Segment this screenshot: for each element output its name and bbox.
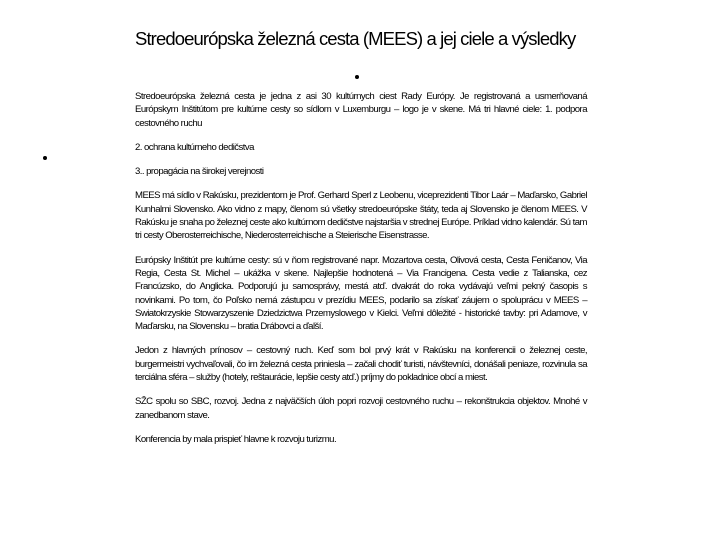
paragraph-goal-3: 3.. propagácia na širokej verejnosti [135,166,264,178]
bullet-dot [43,156,47,160]
bullet-dot [355,75,359,79]
paragraph-goal-2: 2. ochrana kultúrneho dedičstva [135,141,254,153]
paragraph-mees-seat: MEES má sídlo v Rakúsku, prezidentom je Prof. Gerhard Sperl z Leobenu, viceprezidenti Tibor Laár – Maďarsko, Gabriel Kunhalmi Slovensko. Ako vidno z mapy, členom sú všetky stredoeurópske štáty, teda aj Slovensko je členom MEES. V Rakúsku je snaha po železnej ceste ako kultúrnom dedičstve najstaršia v strednej Európe. Príklad vidno kalendár. Sú tam tri cesty Oberosterreichische, Niederosterreichische a Steierische Eisenstrasse. [135,190,587,242]
document-body [135,90,587,457]
paragraph-conference: Konferencia by mala prispieť hlavne k rozvoju turizmu. [135,433,337,445]
paragraph-szc-sbc: SŽC spolu so SBC, rozvoj. Jedna z najväčších úloh popri rozvoji cestovného ruchu – rekonštrukcia objektov. Mnohé v zanedbanom stave. [135,396,587,421]
page-title: Stredoeurópska železná cesta (MEES) a jej ciele a výsledky [135,28,576,49]
paragraph-institute: Európsky Inštitút pre kultúrne cesty: sú v ňom registrované napr. Mozartova cesta, Olivová cesta, Cesta Feničanov, Via Regia, Cesta St. Michel – ukážka v skene. Najlepšie hodnotená – Via Francigena. Cesta vedie z Talianska, cez Francúzsko, do Anglicka. Podporujú ju samosprávy, mestá atď. dvakrát do roka vydávajú veľmi pekný časopis s novinkami. Po tom, čo Poľsko nemá zástupcu v prezídiu MEES, podarilo sa získať záujem o spoluprácu v MEES – Swiatokrzyskie Stowarzyszenie Dziedzictwa Przemyslowego v Kielci. Veľmi dôležité - historické tavby: pri Adamove, v Maďarsku, na Slovensku – bratia Drábovci a ďalší. [135,254,587,333]
paragraph-intro: Stredoeurópska železná cesta je jedna z asi 30 kultúrnych ciest Rady Európy. Je registrovaná a usmerňovaná Európskym Inštitútom pre kultúrne cesty so sídlom v Luxemburgu – logo je v skene. Má tri hlavné ciele: 1. podpora cestovného ruchu [135,91,587,129]
paragraph-tourism-benefits: Jedon z hlavných prínosov – cestovný ruch. Keď som bol prvý krát v Rakúsku na konferencii o železnej ceste, burgermeistri vychvaľovali, čo im železná cesta priniesla – začali chodiť turisti, návštevníci, donášali peniaze, rozvinula sa terciálna sféra – služby (hotely, reštaurácie, lepšie cesty atď.) príjmy do pokladnice obcí a miest. [135,345,587,384]
